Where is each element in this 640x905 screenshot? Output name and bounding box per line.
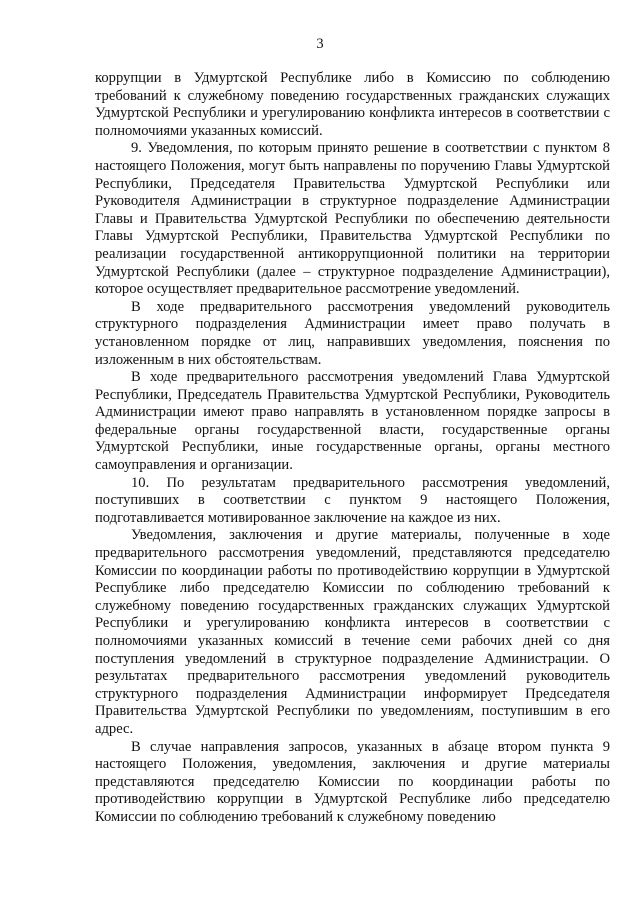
paragraph-requests-case: В случае направления запросов, указанных в абзаце втором пункта 9 настоящего Положения, уведомления, заключения и другие материалы представляются председателю Комиссии по координации работы по противодействию коррупции в Удмуртской Республике либо председателю Комиссии по соблюдению требований к служебному поведению <box>95 738 610 825</box>
document-body <box>95 70 610 827</box>
paragraph-item-10: 10. По результатам предварительного рассмотрения уведомлений, поступивших в соответствии с пунктом 9 настоящего Положения, подготавливается мотивированное заключение на каждое из них. <box>95 474 610 526</box>
paragraph-materials: Уведомления, заключения и другие материалы, полученные в ходе предварительного рассмотрения уведомлений, представляются председателю Комиссии по координации работы по противодействию коррупции в Удмуртской Республике либо председателю Комиссии по соблюдению требований к служебному поведению государственных гражданских служащих Удмуртской Республики и урегулированию конфликта интересов в соответствии с полномочиями указанных комиссий в течение семи рабочих дней со дня поступления уведомлений в структурное подразделение Администрации. О результатах предварительного рассмотрения уведомлений руководитель структурного подразделения Администрации информирует Председателя Правительства Удмуртской Республики по уведомлениям, поступившим в его адрес. <box>95 527 610 737</box>
paragraph-item-9: 9. Уведомления, по которым принято решение в соответствии с пунктом 8 настоящего Положения, могут быть направлены по поручению Главы Удмуртской Республики, Председателя Правительства Удмуртской Республики или Руководителя Администрации в структурное подразделение Администрации Главы и Правительства Удмуртской Республики по обеспечению деятельности Главы Удмуртской Республики, Правительства Удмуртской Республики по реализации государственной антикоррупционной политики на территории Удмуртской Республики (далее – структурное подразделение Администрации), которое осуществляет предварительное рассмотрение уведомлений. <box>95 140 610 298</box>
paragraph-continuation: коррупции в Удмуртской Республике либо в Комиссию по соблюдению требований к служебному поведению государственных гражданских служащих Удмуртской Республики и урегулированию конфликта интересов в соответствии с полномочиями указанных комиссий. <box>95 70 610 139</box>
page-number: 3 <box>316 36 324 52</box>
paragraph-preliminary-review: В ходе предварительного рассмотрения уведомлений руководитель структурного подразделения Администрации имеет право получать в установленном порядке от лиц, направивших уведомления, пояснения по изложенным в них обстоятельствам. <box>95 298 610 368</box>
paragraph-requests: В ходе предварительного рассмотрения уведомлений Глава Удмуртской Республики, Председатель Правительства Удмуртской Республики, Руководитель Администрации имеют право направлять в установленном порядке запросы в федеральные органы государственной власти, государственные органы Удмуртской Республики, иные государственные органы, органы местного самоуправления и организации. <box>95 369 610 474</box>
